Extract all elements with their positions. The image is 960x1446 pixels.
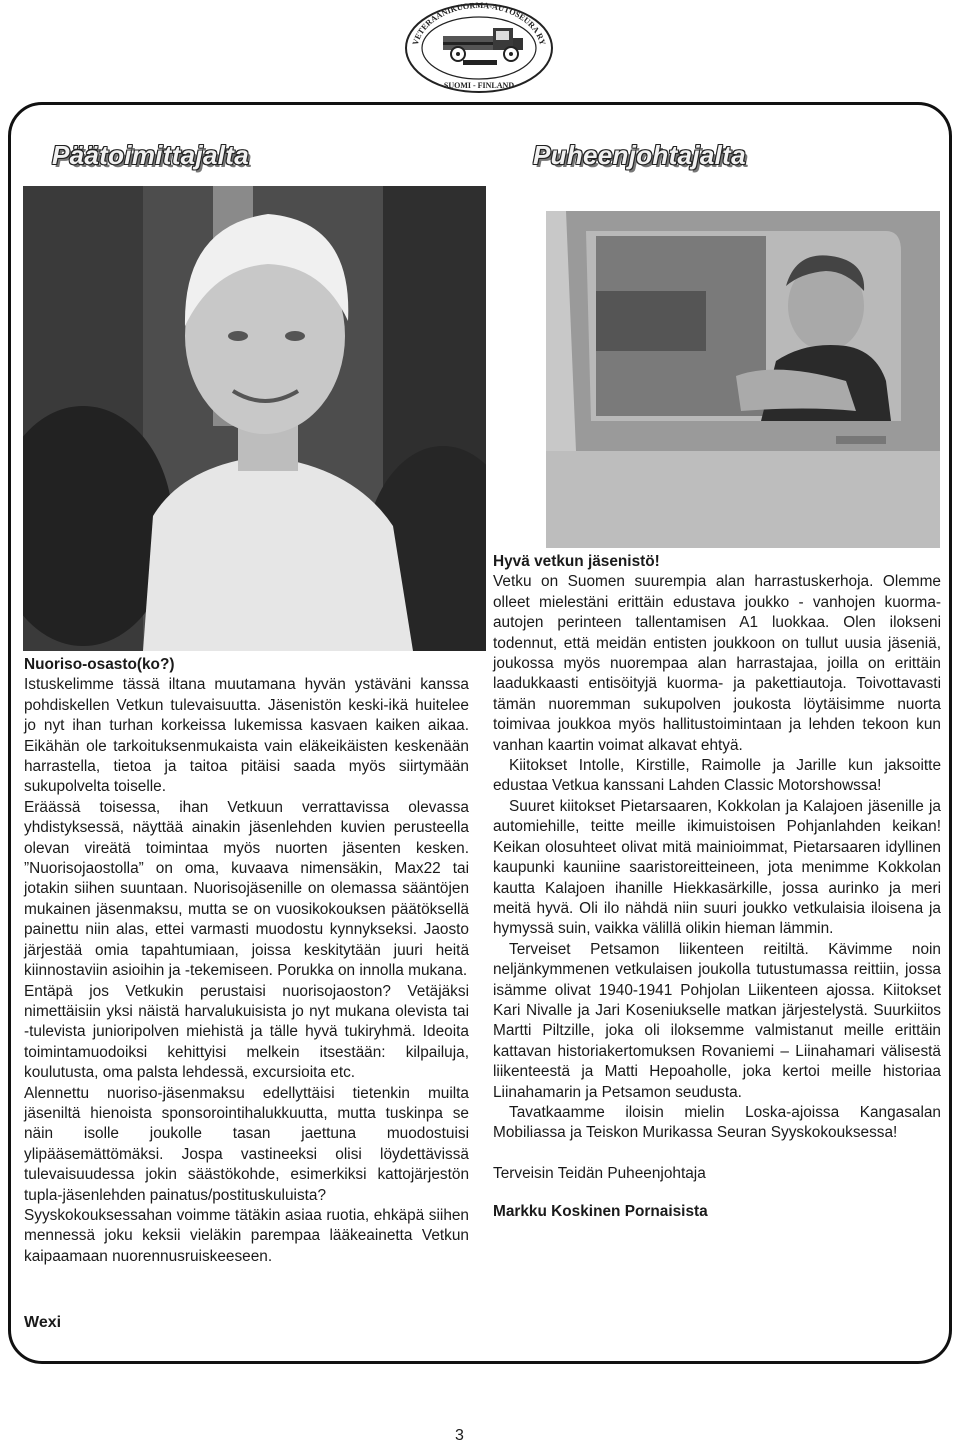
page-number: 3 [455,1427,464,1444]
heading-chairman: Puheenjohtajalta [533,140,746,170]
editor-paragraph: Eräässä toisessa, ihan Vetkuun verrattavissa olevassa yhdistyksessä, näyttää ainakin jäsenlehden kuvien perusteella olevan vireätä toimintaa myös nuorten jäsenten kesken. ”Nuorisojaostolla” on oma, kuvaava nimensäkin, Max22 tai jotakin siihen suuntaan. Nuorisojäsenille on olemassa sääntöjen mukainen jäsenmaksu, mutta se on vuosikokouksen päätöksellä painettu niin alas, ettei varmasti muodostu kynnykseksi. Jaosto järjestää omia tapahtumiaan, joissa keskitytään juuri heitä kiinnostaviin asioihin ja -tekemiseen. Porukka on innolla mukana. [24,798,469,980]
chairman-article-title: Hyvä vetkun jäsenistö! [493,553,660,570]
chairman-paragraph: Suuret kiitokset Pietarsaaren, Kokkolan ja Kalajoen jäsenille ja automiehille, teitte meille ikimuistoisen Pohjanlahden keikan! Keikan olosuhteet olivat mitä mainioimmat, Pietarsaaren idyllinen kaupunki kauniine saaristoreitteineen, jota menimme Kokkolan kautta Kalajoen ihanille Hiekkasärkille, jossa aurinko ja meri meitä hyvä. Oli ilo nähdä niin suuri joukko vetkulaisia iloisena ja hymyssä suin, vaikka välillä olikin hieman lämmin. [493,797,941,938]
heading-editor: Päätoimittajalta [52,140,249,170]
logo-bottom-text: SUOMI - FINLAND [443,81,515,90]
chairman-signature: Markku Koskinen Pornaisista [493,1203,708,1221]
editor-article-title: Nuoriso-osasto(ko?) [24,656,175,673]
chairman-paragraph: Tavatkaamme iloisin mielin Loska-ajoissa Kangasalan Mobiliassa ja Teiskon Murikassa Seuran Syyskokouksessa! [493,1103,941,1142]
editor-paragraph: Entäpä jos Vetkukin perustaisi nuorisojaoston? Vetäjäksi nimettäisiin yksi näistä harvalukuisista jo nyt mukana olevista tai -tulevista junioripolven miehistä ja tälle hyvä tukiryhmä. Ideoita toimintamuodoiksi kehittyisi melkein itsestään: kilpailuja, koulutusta, oma palsta lehdessä, excursioita etc. [24,982,469,1082]
chairman-closing: Terveisin Teidän Puheenjohtaja [493,1164,706,1182]
chairman-paragraph: Kiitokset Intolle, Kirstille, Raimolle ja Jarille kun jaksoitte edustaa Vetkua kanssani Lahden Classic Motorshowssa! [493,757,941,795]
chairman-truck-photo [546,211,940,548]
editor-paragraph: Alennettu nuoriso-jäsenmaksu edellyttäisi tietenkin muilta jäseniltä hienoista sponsorointihalukkuutta, mutta tuskinpa se näin isolle joukolle tasan jaettuna muodostuisi ylipääsemättömäksi. Jospa vastineeksi olisi löydettävissä tulevaisuudessa jokin säästökohde, esimerkiksi kattojärjestön tupla-jäsenlehden painatus/postituskuluista? [24,1084,469,1204]
editor-portrait-photo [23,186,486,651]
chairman-article [493,552,941,1223]
logo-top-text: VETERAANIKUORMA-AUTOSEURA RY [410,2,548,47]
chairman-paragraph: Vetku on Suomen suurempia alan harrastuskerhoja. Olemme olleet mielestäni erittäin edustava joukko - vanhojen kuorma-autojen perinteen tallentamisen A1 luokkaa. Olen ilokseni todennut, että meidän entisten joukkoon on tullut uusia jäseniä, joukossa myös nuorempaa alan harrastajaa, joilla on erittäin laadukkaasti entisöityjä kuorma- ja pakettiautoja. Toivottavasti tämän nuoremman sukupolven joukosta löytäisimme nuorta toimivaa joukkoa myös hallitustoimintaan ja lehden tekoon kun vanhan kaartin voimat alkavat ehtyä. [493,573,941,754]
editor-paragraph: Syyskokouksessahan voimme tätäkin asiaa ruotia, ehkäpä siihen mennessä joku keksii vieläkin parempaa lääkeainetta Vetkun kaipaamaan nuorennusruiskeeseen. [24,1206,469,1265]
editor-article [24,655,469,1267]
chairman-paragraph: Terveiset Petsamon liikenteen reitiltä. Kävimme noin neljänkymmenen vetkulaisen joukolla tutustumassa reittiin, jossa isämme olivat 1940-1941 Pohjolan Liikenteen ajossa. Kiitokset Kari Nivalle ja Jari Koseniukselle matkan järjestelystä. Suurkiitos Martti Piltzille, joka oli iloksemme valmistanut meille erittäin kattavan historiakertomuksen Rovaniemi – Liinahamari välisestä liikenteestä ja Matti Hepoaholle, joka kertoi meille historiaa Liinahamarin ja Petsamon seudusta. [493,940,941,1101]
editor-signature: Wexi [24,1314,62,1331]
editor-paragraph: Istuskelimme tässä iltana muutamana hyvän ystäväni kanssa pohdiskellen Vetkun tulevaisuutta. Jäsenistön keski-ikä huitelee jo nyt ihan turhan korkeissa lukemissa kasvaen kaiken aikaa. Eikähän ole tarkoituksenmukaista vain eläkeikäisten keskenään harrastella, tietoa ja taitoa pitäisi saada myös siirtymään sukupolvelta toiselle. [24,676,469,796]
club-logo [403,2,555,94]
